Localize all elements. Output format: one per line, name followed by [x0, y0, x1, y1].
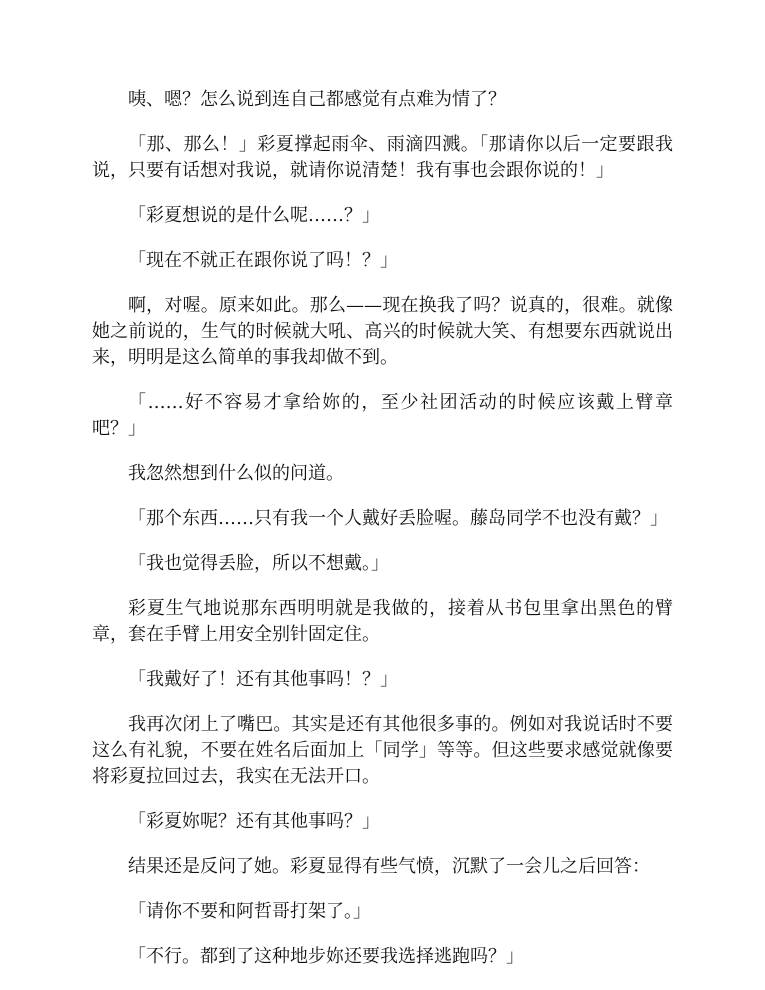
- paragraph: 咦、嗯？怎么说到连自己都感觉有点难为情了？: [128, 89, 506, 110]
- paragraph: 啊，对喔。原来如此。那么——现在换我了吗？说真的，很难。就像她之前说的，生气的时候就大吼、高兴的时候就大笑、有想要东西就说出来，明明是这么简单的事我却做不到。: [92, 295, 673, 368]
- paragraph: 「那、那么！」彩夏撑起雨伞、雨滴四溅。「那请你以后一定要跟我说，只要有话想对我说，就请你说清楚！我有事也会跟你说的！」: [92, 134, 673, 181]
- paragraph: 「彩夏想说的是什么呢……？」: [128, 205, 380, 226]
- paragraph: 「那个东西……只有我一个人戴好丢脸喔。藤岛同学不也没有戴？」: [128, 508, 668, 529]
- paragraph: 我忽然想到什么似的问道。: [128, 463, 344, 484]
- paragraph: 结果还是反问了她。彩夏显得有些气愤，沉默了一会儿之后回答：: [128, 856, 650, 877]
- paragraph: 彩夏生气地说那东西明明就是我做的，接着从书包里拿出黑色的臂章，套在手臂上用安全别针固定住。: [92, 598, 673, 645]
- paragraph: 「我戴好了！还有其他事吗！？」: [128, 669, 398, 690]
- paragraph: 「……好不容易才拿给妳的，至少社团活动的时候应该戴上臂章吧？」: [92, 392, 673, 439]
- paragraph: 「现在不就正在跟你说了吗！？」: [128, 250, 398, 271]
- paragraph: 「彩夏妳呢？还有其他事吗？」: [128, 811, 380, 832]
- paragraph: 「我也觉得丢脸，所以不想戴。」: [128, 553, 389, 574]
- paragraph: 我再次闭上了嘴巴。其实是还有其他很多事的。例如对我说话时不要这么有礼貌，不要在姓名后面加上「同学」等等。但这些要求感觉就像要将彩夏拉回过去，我实在无法开口。: [92, 714, 673, 787]
- document-body: [92, 87, 673, 989]
- paragraph: 「不行。都到了这种地步妳还要我选择逃跑吗？」: [128, 946, 524, 967]
- paragraph: 「请你不要和阿哲哥打架了。」: [128, 901, 371, 922]
